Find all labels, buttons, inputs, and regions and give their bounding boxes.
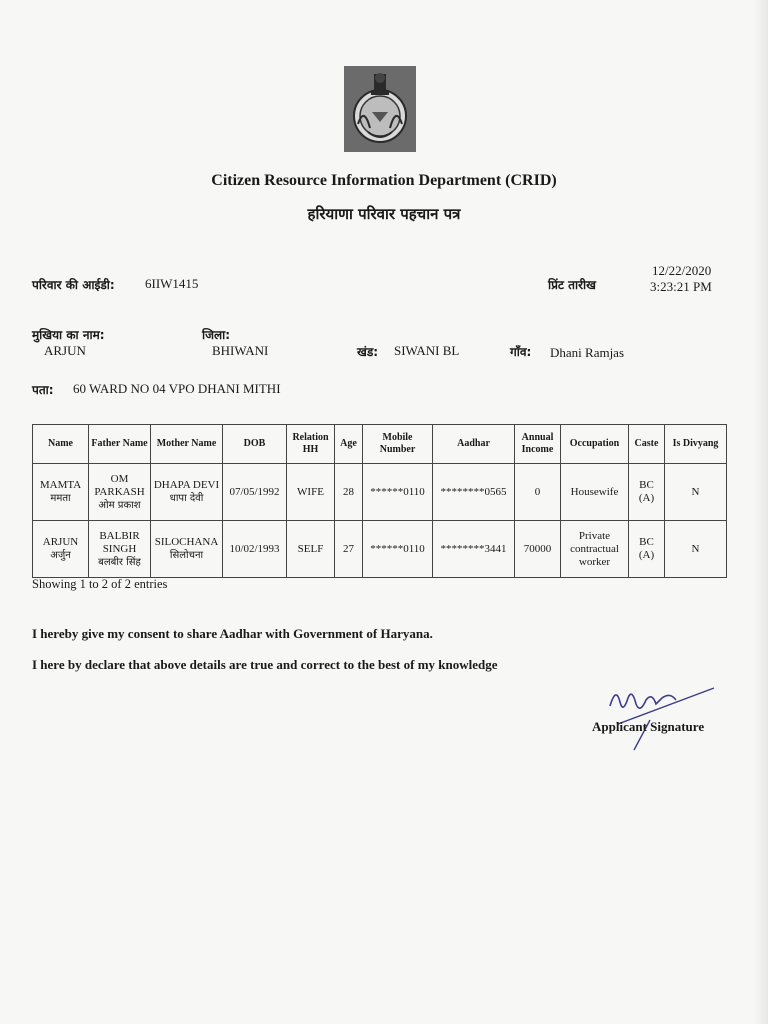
aadhar-consent-statement: I hereby give my consent to share Aadhar with Government of Haryana. [32,626,433,641]
mother-name: DHAPA DEVI [153,479,220,491]
member-name-hindi: अर्जुन [50,550,71,561]
income-cell: 70000 [515,521,561,578]
column-header: Mobile Number [363,425,433,464]
aadhar-cell: ********0565 [433,464,515,521]
caste-cell: BC (A) [629,521,665,578]
dob-cell: 07/05/1992 [223,464,287,521]
haryana-emblem-icon [344,66,416,152]
column-header: Name [33,425,89,464]
column-header: Age [335,425,363,464]
dob-cell: 10/02/1993 [223,521,287,578]
truth-declaration-statement: I here by declare that above details are true and correct to the best of my knowledge [32,657,498,672]
column-header: Aadhar [433,425,515,464]
table-header-row [33,425,727,464]
column-header: Annual Income [515,425,561,464]
head-name-value: ARJUN [44,343,86,358]
column-header: Relation HH [287,425,335,464]
mobile-cell: ******0110 [363,464,433,521]
department-title: Citizen Resource Information Department (CRID) [211,172,557,189]
occupation-cell: Housewife [561,464,629,521]
district-value: BHIWANI [212,343,269,358]
page-edge-shadow [754,0,768,1024]
card-title-hindi: हरियाणा परिवार पहचान पत्र [307,205,461,223]
print-date-value: 12/22/2020 [652,263,712,278]
member-name: MAMTA [39,479,82,491]
column-header: Occupation [561,425,629,464]
district-label: जिला: [202,328,231,342]
mother-name-cell [151,521,223,578]
address-value: 60 WARD NO 04 VPO DHANI MITHI [73,381,281,396]
father-name: BALBIR SINGH [99,529,140,555]
divyang-cell: N [665,464,727,521]
address-label: पता: [32,383,54,397]
father-name-cell [89,521,151,578]
father-name-hindi: ओम प्रकाश [98,499,141,511]
father-name-cell [89,464,151,521]
income-cell: 0 [515,464,561,521]
block-label: खंड: [357,345,379,359]
mother-name-hindi: सिलोचना [169,550,204,561]
divyang-cell: N [665,521,727,578]
applicant-signature-label: Applicant Signature [592,719,705,734]
caste-cell: BC (A) [629,464,665,521]
member-name-hindi: ममता [50,493,71,504]
village-label: गाँव: [510,345,532,359]
mother-name-cell [151,464,223,521]
age-cell: 28 [335,464,363,521]
block-value: SIWANI BL [394,343,460,358]
mobile-cell: ******0110 [363,521,433,578]
family-id-label: परिवार की आईडी: [32,278,115,292]
member-name: ARJUN [42,536,79,548]
column-header: Mother Name [151,425,223,464]
print-time-value: 3:23:21 PM [650,279,712,294]
table-row [33,464,727,521]
aadhar-cell: ********3441 [433,521,515,578]
relation-cell: SELF [287,521,335,578]
column-header: Caste [629,425,665,464]
relation-cell: WIFE [287,464,335,521]
table-entries-info: Showing 1 to 2 of 2 entries [32,577,168,591]
column-header: Father Name [89,425,151,464]
table-row [33,521,727,578]
mother-name-hindi: धापा देवी [169,493,204,504]
column-header: DOB [223,425,287,464]
father-name-hindi: बलबीर सिंह [98,556,141,568]
member-name-cell [33,464,89,521]
age-cell: 27 [335,521,363,578]
family-id-value: 6IIW1415 [145,276,199,291]
village-value: Dhani Ramjas [550,345,625,360]
occupation-cell: Private contractual worker [561,521,629,578]
head-name-label: मुखिया का नाम: [32,328,105,342]
member-name-cell [33,521,89,578]
print-date-label: प्रिंट तारीख [548,278,596,292]
mother-name: SILOCHANA [154,536,219,548]
family-members-table [32,424,727,578]
column-header: Is Divyang [665,425,727,464]
father-name: OM PARKASH [94,472,145,498]
